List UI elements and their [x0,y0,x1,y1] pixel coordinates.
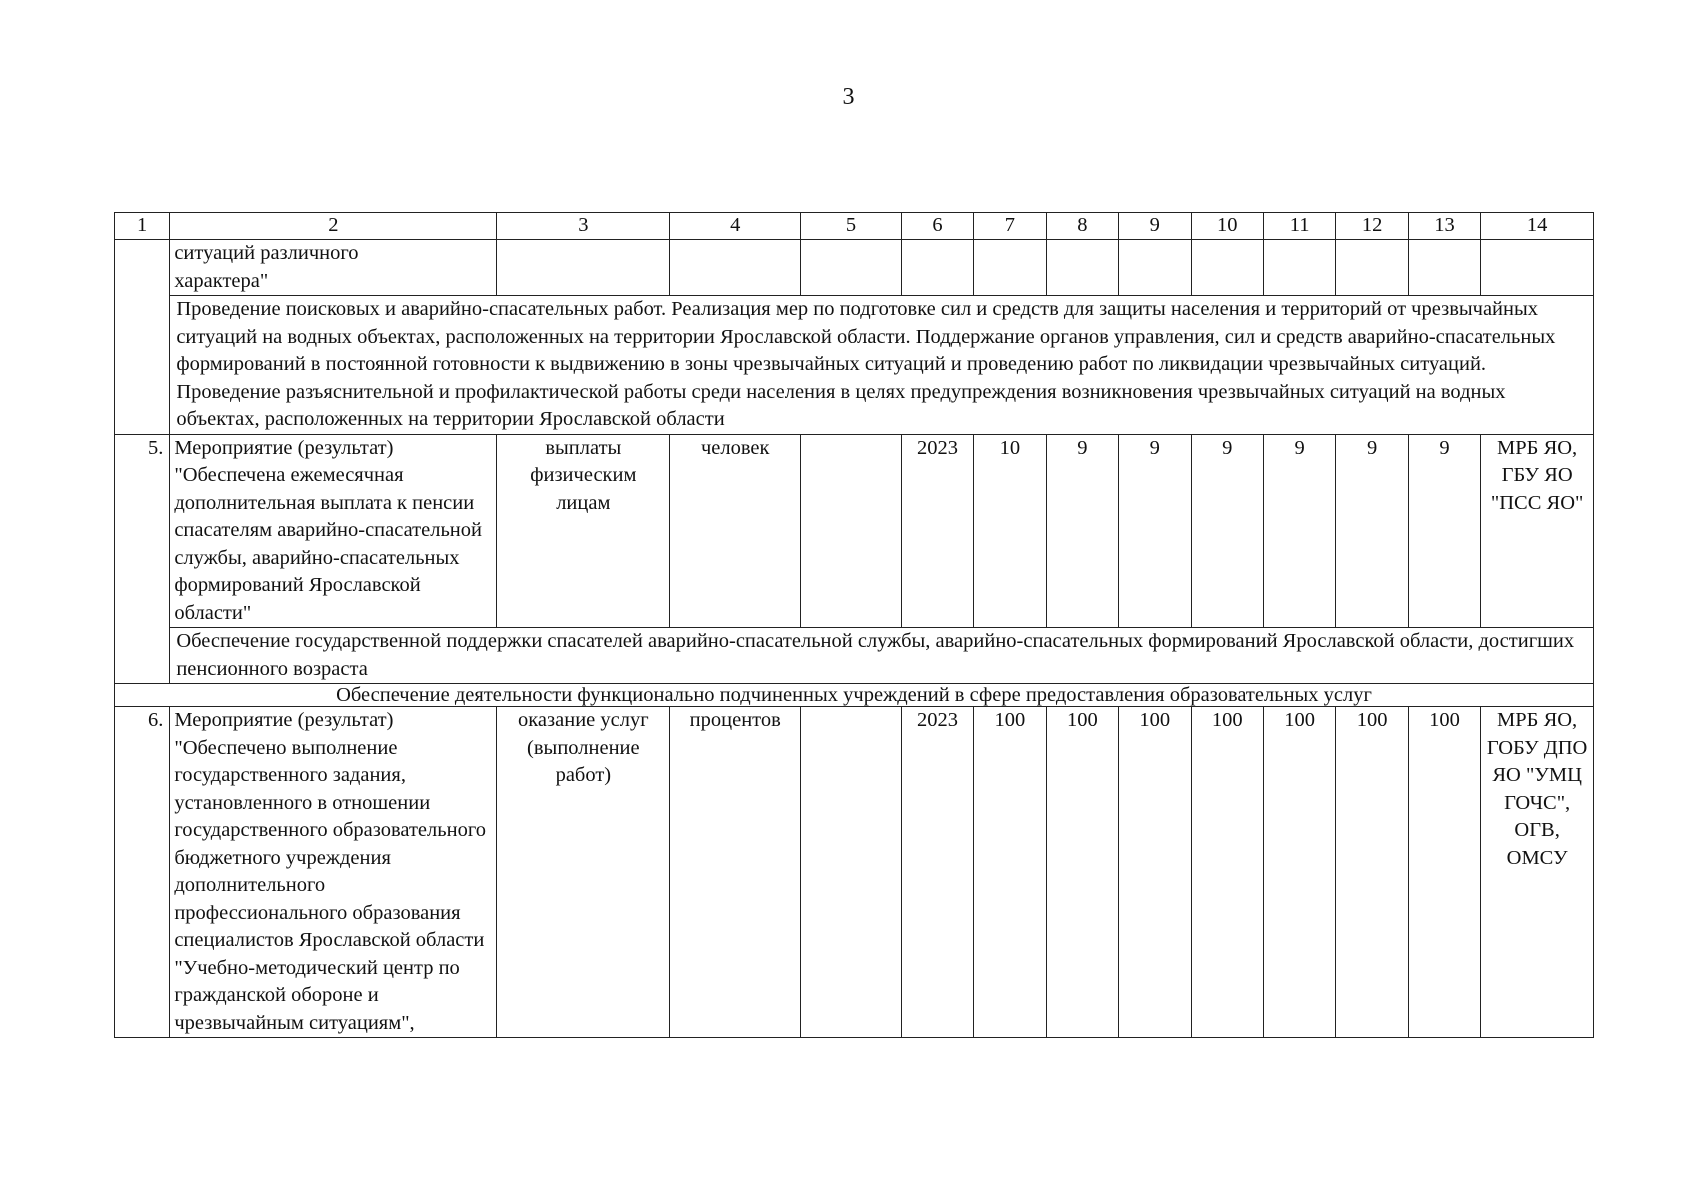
column-number: 13 [1408,213,1480,240]
column-number: 5 [801,213,902,240]
empty-cell [1336,240,1408,296]
column-number: 14 [1481,213,1594,240]
value-cell: 9 [1119,434,1191,628]
column-number: 12 [1336,213,1408,240]
column-number-header-row [115,213,1594,240]
column-number: 11 [1263,213,1335,240]
table-row-6 [115,707,1594,1038]
measure-name: Мероприятие (результат) "Обеспечено выполнение государственного задания, установленного в отношении государственного образовательного бюджетного учреждения дополнительного профессионального образования специалистов Ярославской области "Учебно-методический центр по гражданской обороне и чрезвычайным ситуациям", [170,707,497,1038]
empty-cell [801,240,902,296]
empty-cell [1119,240,1191,296]
base-value [801,434,902,628]
measures-table [114,212,1594,1038]
empty-cell [974,240,1046,296]
value-cell: 9 [1336,434,1408,628]
empty-cell [1481,240,1594,296]
measure-type: оказание услуг (выполнение работ) [497,707,670,1038]
empty-cell [1263,240,1335,296]
column-number: 3 [497,213,670,240]
column-number: 6 [901,213,973,240]
row-number: 5. [115,434,170,684]
value-cell: 100 [1119,707,1191,1038]
value-cell: 9 [1263,434,1335,628]
column-number: 1 [115,213,170,240]
empty-cell [1046,240,1118,296]
column-number: 10 [1191,213,1263,240]
value-cell: 9 [1408,434,1480,628]
value-cell: 10 [974,434,1046,628]
empty-cell [1408,240,1480,296]
value-cell: 9 [1191,434,1263,628]
page-number: 3 [842,84,855,110]
base-year: 2023 [901,707,973,1038]
value-cell: 100 [1046,707,1118,1038]
value-cell: 100 [1191,707,1263,1038]
section-row [115,684,1594,707]
value-cell: 100 [1336,707,1408,1038]
empty-cell [497,240,670,296]
result-description: Проведение поисковых и аварийно-спасательных работ. Реализация мер по подготовке сил и средств для защиты населения и территорий от чрезвычайных ситуаций на водных объектах, расположенных на территории Ярославской области. Поддержание органов управления, сил и средств аварийно-спасательных формирований в постоянной готовности к выдвижению в зоны чрезвычайных ситуаций и проведению работ по ликвидации чрезвычайных ситуаций. Проведение разъяснительной и профилактической работы среди населения в целях предупреждения возникновения чрезвычайных ситуаций на водных объектах, расположенных на территории Ярославской области [170,296,1594,435]
row-number-blank [115,240,170,435]
empty-cell [670,240,801,296]
responsible: МРБ ЯО, ГОБУ ДПО ЯО "УМЦ ГОЧС", ОГВ, ОМСУ [1481,707,1594,1038]
value-cell: 100 [1408,707,1480,1038]
measure-type: выплаты физическим лицам [497,434,670,628]
value-cell: 9 [1046,434,1118,628]
description-row [115,628,1594,684]
base-value [801,707,902,1038]
column-number: 9 [1119,213,1191,240]
column-number: 2 [170,213,497,240]
measure-name: Мероприятие (результат) "Обеспечена ежемесячная дополнительная выплата к пенсии спасателям аварийно-спасательной службы, аварийно-спасательных формирований Ярославской области" [170,434,497,628]
responsible: МРБ ЯО, ГБУ ЯО "ПСС ЯО" [1481,434,1594,628]
empty-cell [901,240,973,296]
column-number: 7 [974,213,1046,240]
empty-cell [1191,240,1263,296]
result-description: Обеспечение государственной поддержки спасателей аварийно-спасательной службы, аварийно-спасательных формирований Ярославской области, достигших пенсионного возраста [170,628,1594,684]
column-number: 8 [1046,213,1118,240]
table-row-5 [115,434,1594,628]
unit: процентов [670,707,801,1038]
unit: человек [670,434,801,628]
value-cell: 100 [974,707,1046,1038]
row-number: 6. [115,707,170,1038]
column-number: 4 [670,213,801,240]
section-title: Обеспечение деятельности функционально подчиненных учреждений в сфере предоставления образовательных услуг [115,684,1594,707]
description-row [115,296,1594,435]
base-year: 2023 [901,434,973,628]
continuation-text: ситуаций различного характера" [170,240,497,296]
value-cell: 100 [1263,707,1335,1038]
continuation-row [115,240,1594,296]
